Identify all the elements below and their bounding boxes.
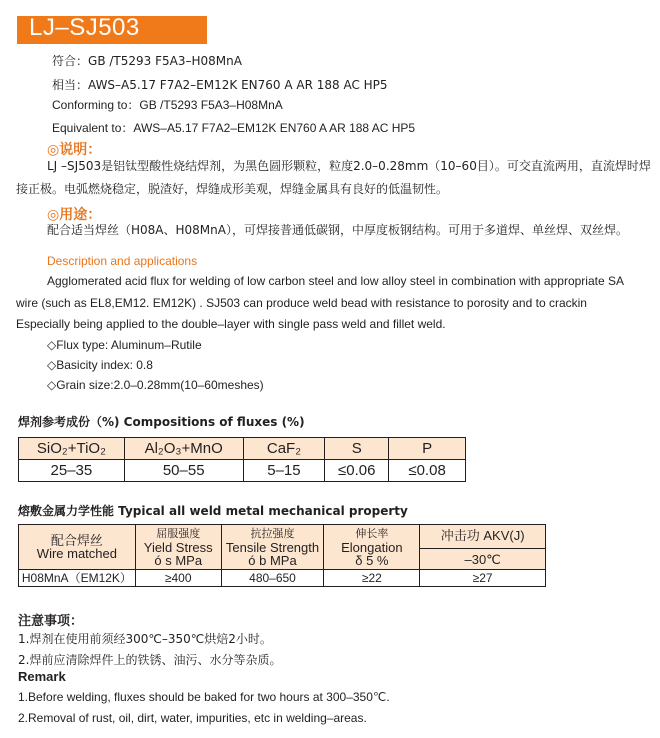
yield-en: Yield Stress [143, 539, 213, 555]
header-yield [135, 525, 221, 570]
yield-cn: 屈服强度 [156, 527, 201, 540]
header-wire [19, 525, 136, 570]
description-en-line3: Especially being applied to the double–layer with single pass weld and fillet weld. [16, 317, 446, 331]
composition-header-row [19, 438, 466, 460]
precaution-item-1: 1.焊剂在使用前须经300℃–350℃烘焙2小时。 [18, 632, 272, 646]
usage-cn-text: 配合适当焊丝（H08A、H08MnA），可焊接普通低碳钢，中厚度板钢结构。可用于多道焊、单丝焊、双丝焊。 [47, 223, 628, 237]
header-s: S [325, 438, 389, 460]
header-impact [420, 525, 546, 570]
remark-item-1: 1.Before welding, fluxes should be baked for two hours at 300–350℃. [18, 690, 390, 704]
value-tensile: 480–650 [221, 570, 324, 587]
tensile-en: Tensile Strength [225, 539, 320, 555]
elong-en: Elongation [341, 539, 403, 555]
remark-heading: Remark [18, 669, 66, 684]
value-sio2-tio2: 25–35 [19, 460, 125, 482]
product-title: LJ–SJ503 [29, 14, 140, 41]
mechanical-header-row [19, 525, 546, 570]
wire-cn: 配合焊丝 [50, 533, 103, 548]
equiv-cn-value: AWS–A5.17 F7A2–EM12K EN760 A AR 188 AC HP5 [88, 78, 388, 92]
standard-conform-cn [52, 52, 242, 69]
conform-cn-label: 符合： [52, 54, 89, 68]
header-al2o3-mno: Al₂O₃+MnO [124, 438, 243, 460]
composition-title: 焊剂参考成份（%) Compositions of fluxes (%) [18, 415, 305, 429]
elong-unit: δ 5 % [355, 552, 389, 568]
description-cn-line2: 接正极。电弧燃烧稳定，脱渣好，焊缝成形美观，焊缝金属具有良好的低温韧性。 [16, 182, 449, 196]
mechanical-title: 熔敷金属力学性能 Typical all weld metal mechanical property [18, 504, 408, 518]
value-wire: H08MnA（EM12K） [19, 570, 136, 587]
value-yield: ≥400 [135, 570, 221, 587]
value-p: ≤0.08 [389, 460, 466, 482]
value-elongation: ≥22 [324, 570, 420, 587]
impact-temp: –30℃ [420, 548, 545, 566]
impact-label: 冲击功 AKV(J) [440, 527, 525, 543]
wire-en: Wire matched [36, 546, 117, 561]
bullet-flux-type: ◇Flux type: Aluminum–Rutile [47, 338, 202, 352]
header-sio2-tio2: SiO₂+TiO₂ [19, 438, 125, 460]
bullet-basicity: ◇Basicity index: 0.8 [47, 358, 153, 372]
remark-item-2: 2.Removal of rust, oil, dirt, water, impurities, etc in welding–areas. [18, 711, 367, 725]
header-p: P [389, 438, 466, 460]
description-en-line1: Agglomerated acid flux for welding of low carbon steel and low alloy steel in combination with appropriate SA [47, 274, 624, 288]
elong-cn: 伸长率 [355, 527, 389, 540]
equiv-en-value: AWS–A5.17 F7A2–EM12K EN760 A AR 188 AC HP5 [133, 121, 416, 135]
precaution-item-2: 2.焊前应清除焊件上的铁锈、油污、水分等杂质。 [18, 653, 282, 667]
standard-conform-en [52, 96, 283, 113]
header-elongation [324, 525, 420, 570]
header-caf2: CaF₂ [243, 438, 325, 460]
yield-unit: ó s MPa [154, 552, 203, 568]
mechanical-table [18, 524, 546, 587]
usage-cn-heading: ◎用途： [47, 207, 102, 223]
bullet-grain-size: ◇Grain size:2.0–0.28mm(10–60meshes) [47, 378, 264, 392]
mechanical-value-row [19, 570, 546, 587]
equiv-en-label: Equivalent to： [52, 121, 134, 135]
tensile-unit: ó b MPa [248, 552, 297, 568]
value-caf2: 5–15 [243, 460, 325, 482]
description-en-line2: wire (such as EL8,EM12. EM12K) . SJ503 can produce weld bead with resistance to porosity and to crackin [16, 296, 587, 310]
description-en-heading: Description and applications [47, 254, 198, 268]
description-cn-line1: LJ –SJ503是铝钛型酸性烧结焊剂，为黑色圆形颗粒，粒度2.0–0.28mm（10–60目）。可交直流两用，直流焊时焊 [47, 159, 651, 173]
standard-equiv-en [52, 119, 415, 136]
description-cn-heading: ◎说明： [47, 142, 102, 158]
composition-table [18, 437, 466, 482]
conform-cn-value: GB /T5293 F5A3–H08MnA [88, 54, 242, 68]
value-impact: ≥27 [420, 570, 546, 587]
value-al2o3-mno: 50–55 [124, 460, 243, 482]
value-s: ≤0.06 [325, 460, 389, 482]
tensile-cn: 抗拉强度 [250, 527, 295, 540]
equiv-cn-label: 相当： [52, 78, 89, 92]
composition-value-row [19, 460, 466, 482]
precautions-heading: 注意事项： [18, 614, 84, 629]
standard-equiv-cn [52, 76, 388, 93]
conform-en-label: Conforming to： [52, 98, 140, 112]
conform-en-value: GB /T5293 F5A3–H08MnA [139, 98, 283, 112]
header-tensile [221, 525, 324, 570]
